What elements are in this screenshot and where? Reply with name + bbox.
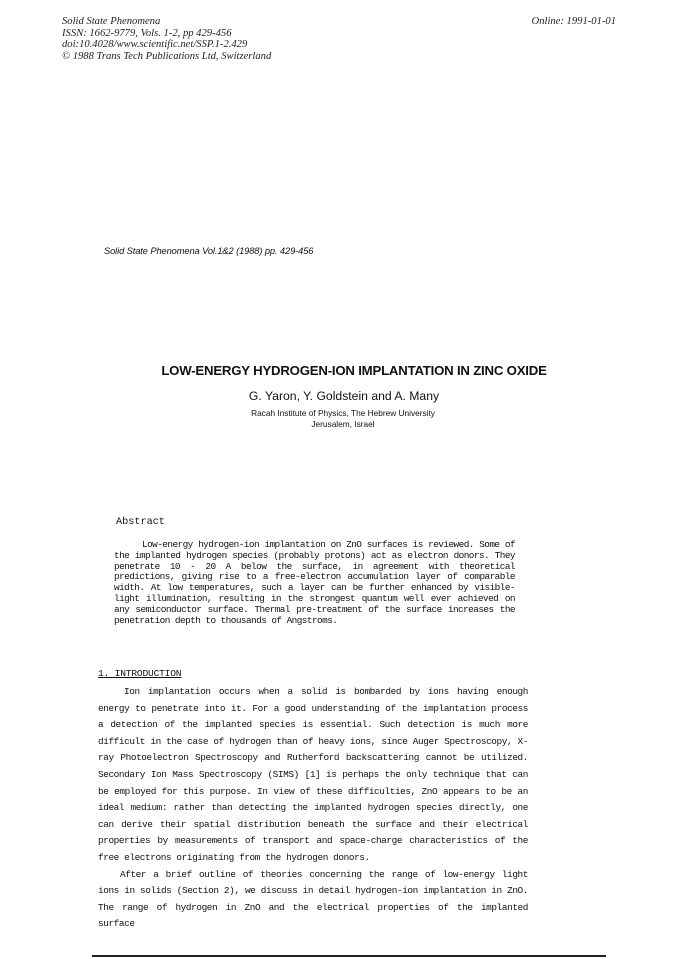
issn-line: ISSN: 1662-9779, Vols. 1-2, pp 429-456: [62, 27, 232, 39]
copyright-line: © 1988 Trans Tech Publications Ltd, Switzerland: [62, 50, 272, 62]
abstract-text: [114, 540, 515, 626]
affiliation-location: Jerusalem, Israel: [311, 419, 375, 429]
online-date: Online: 1991-01-01: [531, 16, 616, 27]
abstract-body: Low-energy hydrogen-ion implantation on ZnO surfaces is reviewed. Some of the implanted hydrogen species (probably protons) act as electron donors. They penetrate 10 - 20 A below the surface, in agreement with theoretical predictions, giving rise to a free-electron accumulation layer of comparable width. At low temperatures, such a layer can be further enhanced by visible-light illumination, resulting in the strongest quantum well ever achieved on any semiconductor surface. Thermal pre-treatment of the surface increases the penetration depth to thousands of Angstroms.: [114, 539, 515, 626]
journal-reference: Solid State Phenomena Vol.1&2 (1988) pp. 429-456: [104, 246, 314, 256]
journal-name: Solid State Phenomena: [62, 16, 161, 27]
paper-title: LOW-ENERGY HYDROGEN-ION IMPLANTATION IN ZINC OXIDE: [161, 363, 547, 378]
introduction-paragraph-2: After a brief outline of theories concerning the range of low-energy light ions in solids (Section 2), we discuss in detail hydrogen-ion implantation in ZnO. The range of hydrogen in ZnO and the electrical properties of the implanted surface: [98, 868, 528, 930]
affiliation-institute: Racah Institute of Physics, The Hebrew University: [251, 408, 435, 418]
abstract-heading: Abstract: [116, 517, 165, 528]
section-heading-introduction: 1. INTRODUCTION: [98, 668, 182, 679]
footer-rule: [92, 955, 606, 957]
doi-line[interactable]: doi:10.4028/www.scientific.net/SSP.1-2.429: [62, 39, 248, 51]
introduction-body: [98, 684, 528, 933]
introduction-paragraph-1: Ion implantation occurs when a solid is bombarded by ions having enough energy to penetrate into it. For a good understanding of the implantation process a detection of the implanted species is essential. Such detection is much more difficult in the case of hydrogen than of heavy ions, since Auger Spectroscopy, X-ray Photoelectron Spectroscopy and Rutherford backscattering cannot be utilized. Secondary Ion Mass Spectroscopy (SIMS) [1] is perhaps the only technique that can be employed for this purpose. In view of these difficulties, ZnO appears to be an ideal medium: rather than detecting the implanted hydrogen species directly, one can derive their spatial distribution beneath the surface and their electrical properties by measurements of transport and space-charge characteristics of the free electrons originating from the hydrogen donors.: [98, 686, 528, 863]
paper-authors: G. Yaron, Y. Goldstein and A. Many: [248, 389, 440, 403]
journal-header: [62, 16, 271, 62]
